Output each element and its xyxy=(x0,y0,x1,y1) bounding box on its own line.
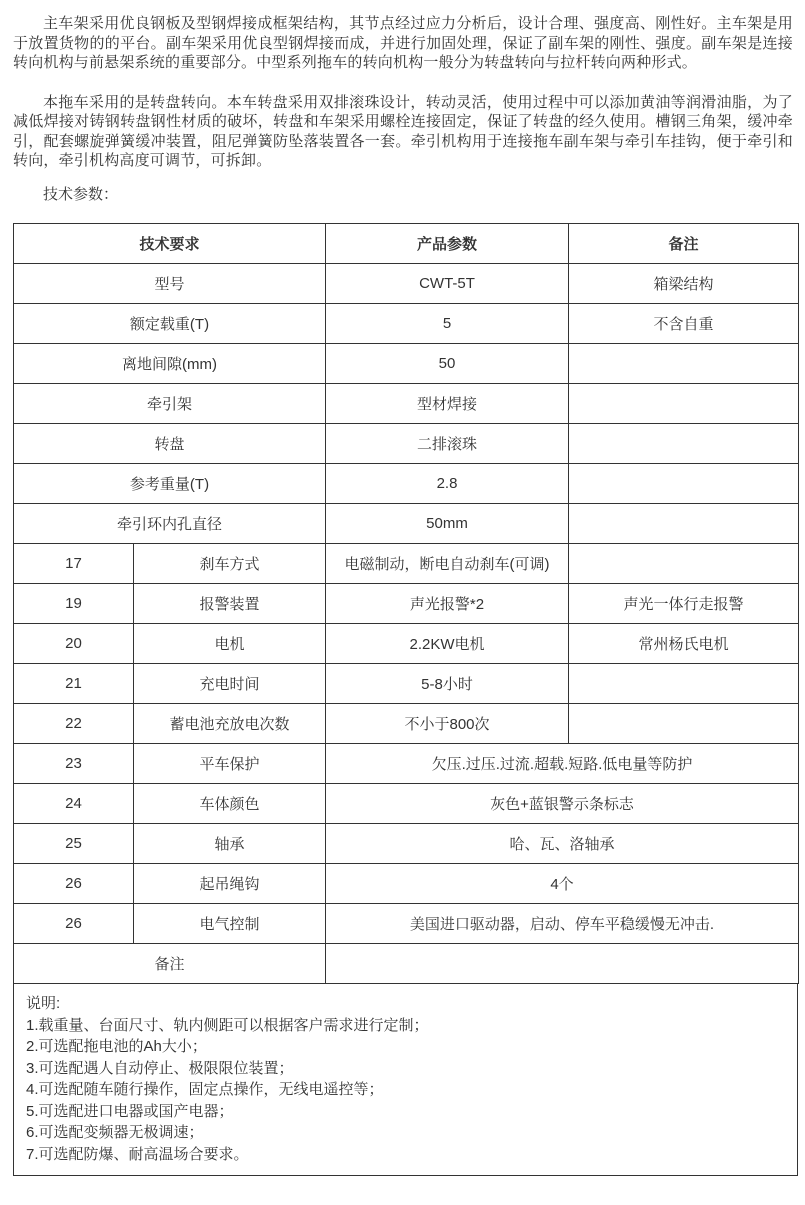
table-cell xyxy=(569,544,799,584)
table-cell: 26 xyxy=(14,864,134,904)
table-header-cell: 产品参数 xyxy=(326,224,569,264)
table-cell: 17 xyxy=(14,544,134,584)
table-cell: 充电时间 xyxy=(134,664,326,704)
note-item: 4.可选配随车随行操作，固定点操作，无线电遥控等； xyxy=(26,1081,384,1098)
table-cell: 二排滚珠 xyxy=(326,424,569,464)
table-cell: 备注 xyxy=(14,944,326,984)
table-row xyxy=(14,864,799,904)
table-cell: CWT-5T xyxy=(326,264,569,304)
table-cell: 23 xyxy=(14,744,134,784)
table-cell: 22 xyxy=(14,704,134,744)
table-header-cell: 技术要求 xyxy=(14,224,326,264)
table-cell: 型号 xyxy=(14,264,326,304)
table-cell xyxy=(569,504,799,544)
table-cell: 车体颜色 xyxy=(134,784,326,824)
intro-paragraph-frame: 主车架采用优良钢板及型钢焊接成框架结构，其节点经过应力分析后，设计合理、强度高、刚性好。主车架是用于放置货物的的平台。副车架采用优良型钢焊接而成，并进行加固处理，保证了副车架的刚性、强度。副车架是连接转向机构与前悬架系统的重要部分。中型系列拖车的转向机构一般分为转盘转向与拉杆转向两种形式。 xyxy=(13,15,793,71)
table-cell xyxy=(569,464,799,504)
table-cell: 2.2KW电机 xyxy=(326,624,569,664)
table-row xyxy=(14,384,799,424)
note-item: 3.可选配遇人自动停止、极限限位装置； xyxy=(26,1059,294,1077)
notes-list xyxy=(26,1015,783,1166)
table-cell: 刹车方式 xyxy=(134,544,326,584)
table-cell: 牵引环内孔直径 xyxy=(14,504,326,544)
table-cell: 21 xyxy=(14,664,134,704)
table-cell: 额定载重(T) xyxy=(14,304,326,344)
notes-heading: 说明: xyxy=(26,995,61,1012)
table-cell: 20 xyxy=(14,624,134,664)
table-cell xyxy=(569,424,799,464)
table-cell: 19 xyxy=(14,584,134,624)
note-item: 5.可选配进口电器或国产电器； xyxy=(26,1102,234,1120)
table-cell: 轴承 xyxy=(134,824,326,864)
spec-table-body xyxy=(14,224,799,984)
table-cell: 哈、瓦、洛轴承 xyxy=(326,824,799,864)
table-row xyxy=(14,744,799,784)
table-cell: 声光报警*2 xyxy=(326,584,569,624)
table-row xyxy=(14,544,799,584)
table-cell: 型材焊接 xyxy=(326,384,569,424)
table-cell xyxy=(569,344,799,384)
table-cell: 报警装置 xyxy=(134,584,326,624)
table-row xyxy=(14,904,799,944)
intro-paragraph-steering: 本拖车采用的是转盘转向。本车转盘采用双排滚珠设计，转动灵活，使用过程中可以添加黄油等润滑油脂，为了减低焊接对铸钢转盘钢性材质的破坏，转盘和车架采用螺栓连接固定，保证了转盘的经久使用。槽钢三角架，缓冲牵引，配套螺旋弹簧缓冲装置，阻尼弹簧防坠落装置各一套。牵引机构用于连接拖车副车架与牵引车挂钩，便于牵引和转向，牵引机构高度可调节，可拆卸。 xyxy=(13,93,793,169)
table-row xyxy=(14,824,799,864)
table-cell xyxy=(569,704,799,744)
table-cell: 灰色+蓝银警示条标志 xyxy=(326,784,799,824)
table-row xyxy=(14,304,799,344)
table-cell: 4个 xyxy=(326,864,799,904)
table-cell xyxy=(326,944,799,984)
table-cell: 50 xyxy=(326,344,569,384)
section-heading-tech-params: 技术参数： xyxy=(43,185,119,203)
table-row xyxy=(14,784,799,824)
note-item: 1.载重量、台面尺寸、轨内侧距可以根据客户需求进行定制； xyxy=(26,1016,429,1034)
table-cell: 平车保护 xyxy=(134,744,326,784)
table-row xyxy=(14,624,799,664)
table-cell: 电机 xyxy=(134,624,326,664)
note-item: 6.可选配变频器无极调速； xyxy=(26,1124,204,1141)
table-cell: 5 xyxy=(326,304,569,344)
table-row xyxy=(14,224,799,264)
table-row xyxy=(14,664,799,704)
table-cell: 50mm xyxy=(326,504,569,544)
spec-table xyxy=(13,223,799,984)
table-row xyxy=(14,944,799,984)
table-row xyxy=(14,464,799,504)
table-cell: 不小于800次 xyxy=(326,704,569,744)
notes-box xyxy=(13,984,798,1176)
table-cell xyxy=(569,664,799,704)
table-cell: 5-8小时 xyxy=(326,664,569,704)
table-cell: 欠压.过压.过流.超载.短路.低电量等防护 xyxy=(326,744,799,784)
table-cell: 蓄电池充放电次数 xyxy=(134,704,326,744)
table-cell xyxy=(569,384,799,424)
table-cell: 常州杨氏电机 xyxy=(569,624,799,664)
table-cell: 24 xyxy=(14,784,134,824)
note-item: 7.可选配防爆、耐高温场合要求。 xyxy=(26,1145,249,1163)
table-cell: 起吊绳钩 xyxy=(134,864,326,904)
table-cell: 离地间隙(mm) xyxy=(14,344,326,384)
table-row xyxy=(14,504,799,544)
table-row xyxy=(14,704,799,744)
table-cell: 26 xyxy=(14,904,134,944)
table-row xyxy=(14,584,799,624)
table-row xyxy=(14,424,799,464)
table-cell: 电磁制动，断电自动刹车(可调) xyxy=(326,544,569,584)
table-cell: 参考重量(T) xyxy=(14,464,326,504)
table-cell: 美国进口驱动器，启动、停车平稳缓慢无冲击. xyxy=(326,904,799,944)
table-cell: 牵引架 xyxy=(14,384,326,424)
note-item: 2.可选配拖电池的Ah大小； xyxy=(26,1038,207,1055)
table-row xyxy=(14,264,799,304)
table-cell: 2.8 xyxy=(326,464,569,504)
table-cell: 箱梁结构 xyxy=(569,264,799,304)
table-header-cell: 备注 xyxy=(569,224,799,264)
table-cell: 电气控制 xyxy=(134,904,326,944)
table-cell: 声光一体行走报警 xyxy=(569,584,799,624)
table-row xyxy=(14,344,799,384)
table-cell: 不含自重 xyxy=(569,304,799,344)
table-cell: 转盘 xyxy=(14,424,326,464)
table-cell: 25 xyxy=(14,824,134,864)
